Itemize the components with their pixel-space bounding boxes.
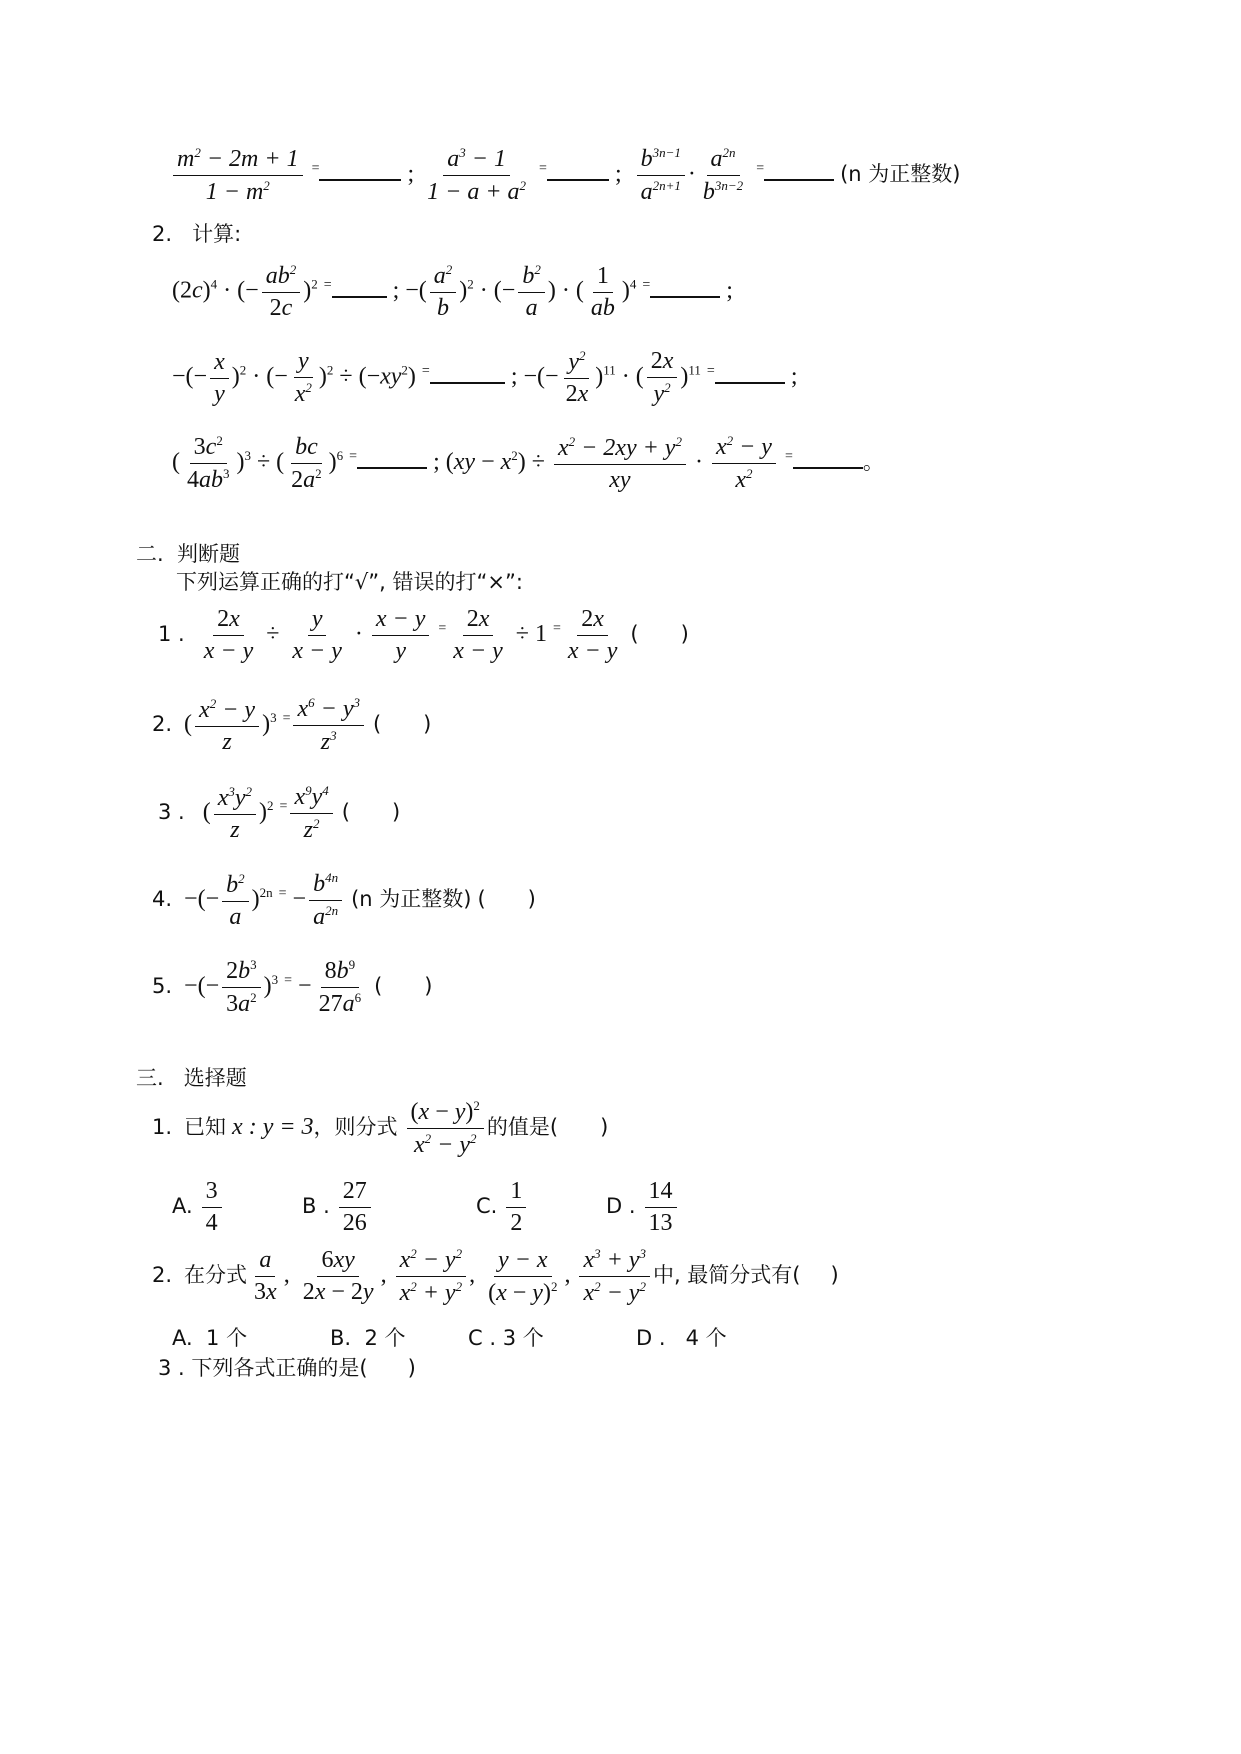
section-title: 判断题 (177, 542, 241, 566)
note-positive-integer: (n 为正整数) (351, 887, 472, 912)
item-label: 3 . (158, 800, 185, 825)
item-label: 4. (152, 887, 173, 912)
judge-item-3: 3 . ( $\frac{x^3y^2}{z}$ )$^2$ = $\frac{x^9y^4}{z^2}$ ( ) (158, 783, 401, 843)
calc-line-3: ( $\frac{3c^2}{4ab^3}$ )$^3$ ÷ ( $\frac{bc}{2a^2}$ )$^6$ = ; $(xy - x^2)$ ÷ $\frac{x^2 - 2xy + y^2}{xy}$ · $\frac{x^2 - y}{x^2}$ = 。 (172, 433, 884, 493)
item-label: 1 . (158, 622, 185, 647)
answer-blank[interactable] (547, 179, 609, 181)
answer-blank[interactable] (357, 467, 427, 469)
calc-line-2: −(− $\frac{x}{y}$ )$^2$ · (− $\frac{y}{x^2}$ )$^2 \div (-xy^2)$ = ; −(− $\frac{y^2}{2x}$ )$^{11}$ · ( $\frac{2x}{y^2}$ )$^{11}$ = ; (172, 348, 798, 407)
judge-item-5: 5. −(− $\frac{2b^3}{3a^2}$ )$^3$ = − $\frac{8b^9}{27a^6}$ ( ) (152, 957, 433, 1017)
choice-question-2: 2. 在分式 $\frac{a}{3x}$ , $\frac{6xy}{2x - 2y}$ , $\frac{x^2 - y^2}{x^2 + y^2}$ , $\frac{y - x}{(x - y)^2}$ , $\frac{x^3 + y^3}{x^2 - y^2}$ 中, 最简分式有( ) (152, 1246, 839, 1306)
section-2-heading (136, 538, 240, 568)
answer-blank[interactable] (793, 467, 863, 469)
section-title: 选择题 (183, 1066, 247, 1090)
answer-blank[interactable] (650, 296, 720, 298)
option-a[interactable]: A. 1 个 (172, 1326, 248, 1350)
question-number: 1. (152, 1115, 173, 1140)
fill-blank-line-1: $\frac{m^2 - 2m + 1}{1 - m^2}$ = ; $\frac{a^3 - 1}{1 - a + a^2}$ = ; $\frac{b^{3n-1}}{a^{2n+1}}$ · $\frac{a^{2n}}{b^{3n-2}}$ = (n 为正整数) (170, 145, 960, 206)
answer-paren[interactable]: ( ) (341, 800, 401, 825)
option-b[interactable]: B. 2 个 (330, 1326, 406, 1350)
answer-blank[interactable] (764, 179, 834, 181)
answer-paren[interactable]: ( ) (477, 887, 536, 912)
answer-blank[interactable] (430, 382, 505, 384)
answer-blank[interactable] (715, 382, 785, 384)
section-2-instruction: 下列运算正确的打“√”, 错误的打“×”: (176, 570, 523, 594)
question-number: 2. (152, 222, 173, 246)
item-label: 5. (152, 974, 173, 999)
judge-item-2: 2. ( $\frac{x^2 - y}{z}$ )$^3$ = $\frac{x^6 - y^3}{z^3}$ ( ) (152, 695, 432, 755)
question-title: 计算: (192, 222, 242, 246)
question-2-header (152, 218, 241, 248)
note-positive-integer: (n 为正整数) (840, 162, 961, 187)
answer-paren[interactable]: ( ) (630, 622, 689, 647)
option-c[interactable]: C . 3 个 (468, 1326, 544, 1350)
choice-question-1: 1. 已知 x : y = 3，则分式 $\frac{(x - y)^2}{x^2 - y^2}$ 的值是( ) (152, 1098, 609, 1158)
question-number: 3 . (158, 1356, 185, 1380)
answer-paren[interactable]: ( ) (372, 712, 432, 737)
option-d[interactable]: D . 4 个 (636, 1326, 727, 1350)
option-a[interactable]: A. $\frac{3}{4}$ (172, 1178, 225, 1237)
choice-question-3: 3 . 下列各式正确的是( ) (158, 1356, 416, 1380)
question-number: 2. (152, 1263, 173, 1288)
section-3-heading (136, 1062, 247, 1092)
answer-blank[interactable] (332, 296, 387, 298)
option-b[interactable]: B . $\frac{27}{26}$ (302, 1178, 374, 1237)
section-number: 二. (136, 542, 164, 566)
condition: x : y = 3 (232, 1114, 314, 1141)
question-text: 下列各式正确的是( (191, 1356, 368, 1380)
judge-item-4: 4. −(− $\frac{b^2}{a}$ )$^{2n}$ = − $\frac{b^{4n}}{a^{2n}}$ (n 为正整数) ( ) (152, 870, 536, 930)
judge-item-1: 1 . $\frac{2x}{x - y}$ ÷ $\frac{y}{x - y}$ · $\frac{x - y}{y}$ = $\frac{2x}{x - y}$ ÷ 1 = $\frac{2x}{x - y}$ ( ) (158, 606, 689, 664)
option-c[interactable]: C. $\frac{1}{2}$ (476, 1178, 529, 1237)
calc-line-1: $(2c)^4$ · (− $\frac{ab^2}{2c}$ )$^2$ = ; −( $\frac{a^2}{b}$ )$^2$ · (− $\frac{b^2}{a}$ ) · ( $\frac{1}{ab}$ )$^4$ = ; (172, 262, 733, 321)
answer-paren[interactable]: ( ) (374, 974, 433, 999)
option-d[interactable]: D . $\frac{14}{13}$ (606, 1178, 680, 1237)
section-number: 三. (136, 1066, 164, 1090)
item-label: 2. (152, 712, 173, 737)
answer-blank[interactable] (319, 179, 401, 181)
